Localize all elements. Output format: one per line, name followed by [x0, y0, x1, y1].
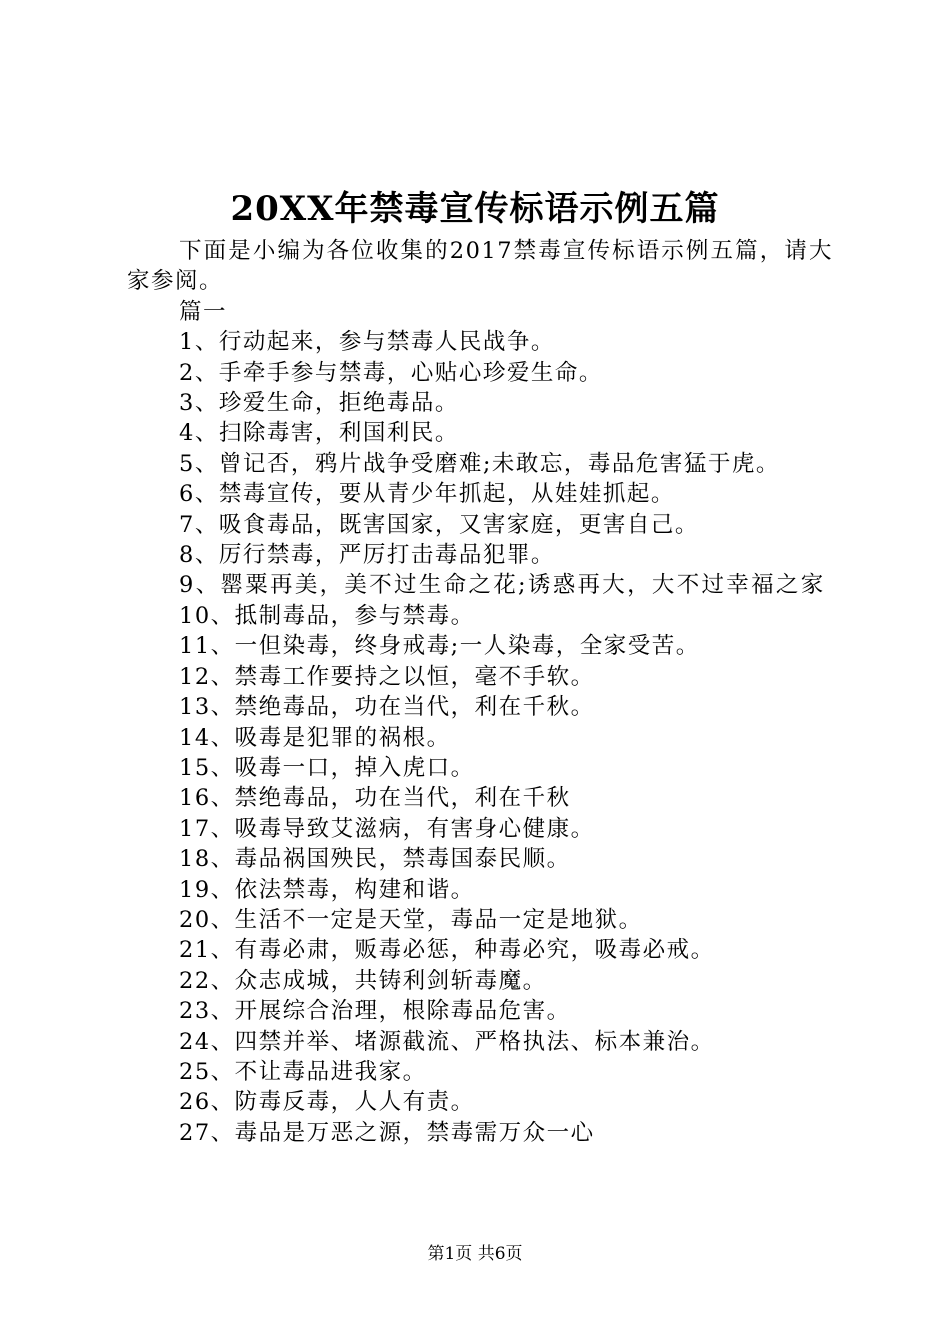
slogan-item: 10、抵制毒品，参与禁毒。 — [179, 602, 475, 629]
slogan-item: 4、扫除毒害，利国利民。 — [179, 420, 459, 447]
slogan-item: 12、禁毒工作要持之以恒，毫不手软。 — [179, 663, 595, 690]
slogan-item: 20、生活不一定是天堂，毒品一定是地狱。 — [179, 906, 643, 933]
slogan-item: 1、行动起来，参与禁毒人民战争。 — [179, 329, 555, 356]
slogan-item: 22、众志成城，共铸利剑斩毒魔。 — [179, 967, 547, 994]
slogan-item: 25、不让毒品进我家。 — [179, 1058, 427, 1085]
section-heading: 篇一 — [179, 298, 228, 325]
slogan-item: 21、有毒必肃，贩毒必惩，种毒必究，吸毒必戒。 — [179, 937, 715, 964]
slogan-item: 23、开展综合治理，根除毒品危害。 — [179, 998, 571, 1025]
slogan-item: 8、厉行禁毒，严厉打击毒品犯罪。 — [179, 542, 555, 569]
slogan-item: 27、毒品是万恶之源，禁毒需万众一心 — [179, 1119, 595, 1146]
slogan-item: 5、曾记否，鸦片战争受磨难;未敢忘，毒品危害猛于虎。 — [179, 450, 780, 477]
slogan-item: 13、禁绝毒品，功在当代，利在千秋。 — [179, 694, 595, 721]
slogan-item: 18、毒品祸国殃民，禁毒国泰民顺。 — [179, 846, 571, 873]
slogan-item: 9、罂粟再美，美不过生命之花;诱惑再大，大不过幸福之家 — [179, 572, 826, 599]
slogan-item: 6、禁毒宣传，要从青少年抓起，从娃娃抓起。 — [179, 481, 675, 508]
slogan-item: 14、吸毒是犯罪的祸根。 — [179, 724, 451, 751]
slogan-item: 3、珍爱生命，拒绝毒品。 — [179, 390, 459, 417]
page-footer: 第1页 共6页 — [427, 1244, 523, 1264]
slogan-item: 7、吸食毒品，既害国家，又害家庭，更害自己。 — [179, 511, 699, 538]
slogan-item: 19、依法禁毒，构建和谐。 — [179, 876, 475, 903]
slogan-item: 15、吸毒一口，掉入虎口。 — [179, 754, 475, 781]
slogan-item: 24、四禁并举、堵源截流、严格执法、标本兼治。 — [179, 1028, 715, 1055]
document-title: 20XX年禁毒宣传标语示例五篇 — [230, 189, 720, 229]
slogan-item: 16、禁绝毒品，功在当代，利在千秋 — [179, 785, 571, 812]
intro-paragraph: 下面是小编为各位收集的2017禁毒宣传标语示例五篇，请大家参阅。 — [127, 238, 833, 295]
slogan-item: 2、手牵手参与禁毒，心贴心珍爱生命。 — [179, 359, 603, 386]
slogan-item: 26、防毒反毒，人人有责。 — [179, 1089, 475, 1116]
slogan-item: 11、一但染毒，终身戒毒;一人染毒，全家受苦。 — [179, 633, 700, 660]
document-body — [127, 236, 833, 1148]
slogan-item: 17、吸毒导致艾滋病，有害身心健康。 — [179, 815, 595, 842]
